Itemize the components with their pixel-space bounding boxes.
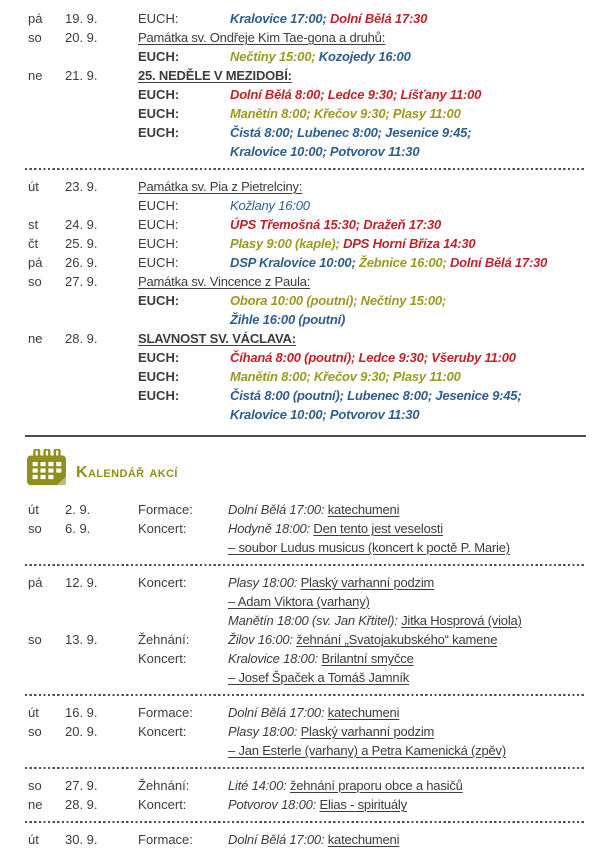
service-type-label: Formace:: [138, 832, 193, 847]
text-segment: Manětín 8:00; Křečov 9:30; Plasy 11:00: [230, 106, 461, 121]
service-type-label: EUCH:: [138, 11, 179, 26]
separator-dashed: [25, 767, 586, 769]
line-text: [230, 196, 310, 215]
schedule-line: [138, 722, 588, 741]
schedule-line: [138, 405, 588, 424]
row-content: [138, 234, 588, 253]
date-label: 27. 9.: [65, 778, 98, 793]
liturgy-row: [28, 177, 588, 215]
text-segment: žehnání „Svatojakubského“ kamene: [296, 632, 498, 647]
service-type-label: EUCH:: [138, 350, 180, 365]
events-calendar-section: [28, 500, 588, 849]
date-label: 28. 9.: [65, 797, 98, 812]
line-text: [138, 329, 296, 348]
service-type-label: Koncert:: [138, 521, 187, 536]
text-segment: ÚPS Třemošná 15:30; Dražeň 17:30: [230, 217, 442, 232]
day-abbr: ne: [28, 797, 43, 812]
date-label: 19. 9.: [65, 11, 98, 26]
text-segment: Číhaná 8:00 (poutní); Ledce 9:30; Všeruby 11:00: [230, 350, 516, 365]
date-label: 28. 9.: [65, 331, 98, 346]
date-label: 6. 9.: [65, 521, 91, 536]
text-segment: žehnání praporu obce a hasičů: [289, 778, 463, 793]
schedule-line: [138, 66, 588, 85]
date-label: 27. 9.: [65, 274, 98, 289]
text-segment: Žebnice 16:00;: [359, 255, 450, 270]
row-content: [138, 703, 588, 722]
event-row: [28, 573, 588, 630]
schedule-line: [138, 538, 588, 557]
text-segment: katechumeni: [327, 832, 400, 847]
schedule-line: [138, 142, 588, 161]
event-row: [28, 795, 588, 814]
schedule-line: [138, 500, 588, 519]
line-text: [228, 519, 443, 538]
row-content: [138, 573, 588, 630]
line-text: [138, 28, 385, 47]
text-segment: – Josef Špaček a Tomáš Jamník: [228, 670, 410, 685]
liturgy-row: [28, 234, 588, 253]
indent-spacer: [138, 611, 228, 630]
schedule-line: [138, 291, 588, 310]
text-segment: Žihle 16:00 (poutní): [230, 312, 346, 327]
schedule-line: [138, 177, 588, 196]
line-text: [228, 573, 434, 592]
schedule-line: [138, 592, 588, 611]
schedule-line: [138, 630, 588, 649]
event-row: [28, 630, 588, 687]
indent-spacer: [138, 592, 228, 611]
date-label: 20. 9.: [65, 30, 98, 45]
row-content: [138, 830, 588, 849]
service-type-label: Žehnání:: [138, 778, 190, 793]
day-abbr: ne: [28, 331, 43, 346]
schedule-line: [138, 703, 588, 722]
text-segment: Dolní Bělá 17:30: [329, 11, 428, 26]
line-text: [230, 85, 481, 104]
service-type-label: Formace:: [138, 502, 193, 517]
text-segment: Plasy 18:00:: [228, 724, 301, 739]
text-segment: DSP Kralovice 10:00;: [230, 255, 359, 270]
date-label: 23. 9.: [65, 179, 98, 194]
separator-dashed: [25, 168, 586, 170]
line-text: [228, 649, 414, 668]
day-abbr: so: [28, 724, 42, 739]
service-type-label: Koncert:: [138, 575, 187, 590]
schedule-line: [138, 28, 588, 47]
separator-dashed: [25, 821, 586, 823]
line-text: [228, 741, 506, 760]
day-abbr: út: [28, 179, 39, 194]
indent-spacer: [138, 668, 228, 687]
schedule-line: [138, 196, 588, 215]
text-segment: Plasy 18:00:: [228, 575, 301, 590]
separator-dashed: [25, 694, 586, 696]
day-abbr: so: [28, 30, 42, 45]
date-label: 16. 9.: [65, 705, 98, 720]
row-content: [138, 722, 588, 760]
event-row: [28, 519, 588, 557]
liturgy-row: [28, 9, 588, 28]
line-text: [230, 386, 521, 405]
schedule-line: [138, 776, 588, 795]
service-type-label: Koncert:: [138, 797, 187, 812]
text-segment: Kozojedy 16:00: [318, 49, 411, 64]
text-segment: SLAVNOST SV. VÁCLAVA:: [138, 331, 296, 346]
line-text: [228, 630, 497, 649]
date-label: 24. 9.: [65, 217, 98, 232]
schedule-line: [138, 348, 588, 367]
event-row: [28, 776, 588, 795]
text-segment: Dolní Bělá 17:00:: [228, 832, 328, 847]
text-segment: – Adam Viktora (varhany): [228, 594, 370, 609]
row-content: [138, 66, 588, 161]
line-text: [138, 272, 310, 291]
text-segment: katechumeni: [327, 502, 400, 517]
text-segment: – Jan Esterle (varhany) a Petra Kamenická (zpěv): [228, 743, 506, 758]
date-label: 12. 9.: [65, 575, 98, 590]
schedule-line: [138, 741, 588, 760]
service-type-label: Žehnání:: [138, 632, 190, 647]
schedule-line: [138, 272, 588, 291]
text-segment: Nečtiny 15:00;: [230, 49, 319, 64]
schedule-line: [138, 573, 588, 592]
liturgy-row: [28, 215, 588, 234]
schedule-line: [138, 795, 588, 814]
text-segment: Čistá 8:00; Lubenec 8:00; Jesenice 9:45;: [230, 125, 472, 140]
row-content: [138, 795, 588, 814]
service-type-label: Koncert:: [138, 651, 187, 666]
liturgy-schedule-section: [28, 9, 588, 424]
line-text: [230, 9, 427, 28]
row-content: [138, 215, 588, 234]
line-text: [230, 348, 516, 367]
schedule-line: [138, 329, 588, 348]
schedule-line: [138, 47, 588, 66]
text-segment: Čistá 8:00 (poutní); Lubenec 8:00; Jesenice 9:45;: [230, 388, 522, 403]
line-text: [230, 310, 345, 329]
event-row: [28, 722, 588, 760]
text-segment: Plasy 9:00 (kaple);: [230, 236, 344, 251]
liturgy-row: [28, 66, 588, 161]
line-text: [228, 538, 510, 557]
text-segment: Lité 14:00:: [228, 778, 290, 793]
date-label: 25. 9.: [65, 236, 98, 251]
schedule-line: [138, 367, 588, 386]
schedule-line: [138, 234, 588, 253]
schedule-line: [138, 649, 588, 668]
row-content: [138, 177, 588, 215]
schedule-line: [138, 611, 588, 630]
line-text: [228, 722, 434, 741]
text-segment: Památka sv. Pia z Pietrelciny:: [138, 179, 303, 194]
date-label: 20. 9.: [65, 724, 98, 739]
text-segment: Dolní Bělá 8:00; Ledce 9:30; Líšťany 11:00: [230, 87, 482, 102]
service-type-label: EUCH:: [138, 49, 180, 64]
liturgy-row: [28, 329, 588, 424]
service-type-label: EUCH:: [138, 388, 180, 403]
line-text: [230, 104, 461, 123]
separator-dashed: [25, 564, 586, 566]
text-segment: Jitka Hosprová (viola): [401, 613, 522, 628]
line-text: [230, 405, 419, 424]
event-row: [28, 703, 588, 722]
day-abbr: pá: [28, 575, 43, 590]
text-segment: Dolní Bělá 17:30: [449, 255, 548, 270]
line-text: [228, 776, 463, 795]
row-content: [138, 9, 588, 28]
service-type-label: EUCH:: [138, 217, 179, 232]
text-segment: Památka sv. Vincence z Paula:: [138, 274, 311, 289]
text-segment: Kožlany 16:00: [230, 198, 310, 213]
day-abbr: ne: [28, 68, 43, 83]
section-divider-line: [25, 435, 586, 437]
schedule-line: [138, 519, 588, 538]
date-label: 13. 9.: [65, 632, 98, 647]
liturgy-row: [28, 28, 588, 66]
line-text: [230, 47, 411, 66]
schedule-line: [138, 668, 588, 687]
schedule-line: [138, 9, 588, 28]
service-type-label: Koncert:: [138, 724, 187, 739]
row-content: [138, 500, 588, 519]
schedule-line: [138, 104, 588, 123]
events-section-title: Kalendář akcí: [76, 464, 178, 481]
text-segment: Manětín 18:00 (sv. Jan Křtitel):: [228, 613, 402, 628]
service-type-label: EUCH:: [138, 255, 179, 270]
text-segment: Dolní Bělá 17:00:: [228, 502, 328, 517]
text-segment: Plaský varhanní podzim: [300, 575, 435, 590]
liturgy-row: [28, 272, 588, 329]
text-segment: Plaský varhanní podzim: [300, 724, 435, 739]
line-text: [138, 177, 302, 196]
day-abbr: út: [28, 705, 39, 720]
line-text: [230, 253, 547, 272]
text-segment: Brilantní smyčce: [321, 651, 414, 666]
text-segment: Den tento jest veselosti: [313, 521, 443, 536]
line-text: [228, 668, 409, 687]
row-content: [138, 329, 588, 424]
line-text: [228, 703, 399, 722]
line-text: [138, 66, 292, 85]
line-text: [228, 592, 370, 611]
text-segment: – soubor Ludus musicus (koncert k poctě P. Marie): [228, 540, 510, 555]
schedule-line: [138, 253, 588, 272]
line-text: [228, 500, 399, 519]
service-type-label: EUCH:: [138, 125, 180, 140]
text-segment: Elias - spirituály: [319, 797, 407, 812]
text-segment: Hodyně 18:00:: [228, 521, 314, 536]
indent-spacer: [138, 142, 230, 161]
schedule-line: [138, 123, 588, 142]
service-type-label: EUCH:: [138, 236, 179, 251]
indent-spacer: [138, 310, 230, 329]
schedule-line: [138, 215, 588, 234]
date-label: 21. 9.: [65, 68, 98, 83]
row-content: [138, 272, 588, 329]
text-segment: Kralovice 10:00; Potvorov 11:30: [230, 407, 420, 422]
line-text: [230, 142, 419, 161]
day-abbr: so: [28, 521, 42, 536]
row-content: [138, 28, 588, 66]
day-abbr: so: [28, 778, 42, 793]
service-type-label: EUCH:: [138, 293, 180, 308]
text-segment: katechumeni: [327, 705, 400, 720]
date-label: 30. 9.: [65, 832, 98, 847]
event-row: [28, 500, 588, 519]
date-label: 2. 9.: [65, 502, 91, 517]
day-abbr: so: [28, 632, 42, 647]
text-segment: Manětín 8:00; Křečov 9:30; Plasy 11:00: [230, 369, 461, 384]
row-content: [138, 519, 588, 557]
line-text: [230, 367, 461, 386]
service-type-label: EUCH:: [138, 106, 180, 121]
schedule-line: [138, 830, 588, 849]
service-type-label: EUCH:: [138, 198, 179, 213]
text-segment: Obora 10:00 (poutní); Nečtiny 15:00;: [230, 293, 447, 308]
day-abbr: pá: [28, 255, 43, 270]
schedule-line: [138, 386, 588, 405]
row-content: [138, 776, 588, 795]
event-row: [28, 830, 588, 849]
indent-spacer: [138, 405, 230, 424]
line-text: [230, 234, 475, 253]
day-abbr: út: [28, 832, 39, 847]
service-type-label: EUCH:: [138, 87, 180, 102]
text-segment: Potvorov 18:00:: [228, 797, 320, 812]
text-segment: 25. NEDĚLE V MEZIDOBÍ:: [138, 68, 292, 83]
line-text: [228, 830, 399, 849]
line-text: [230, 215, 441, 234]
indent-spacer: [138, 741, 228, 760]
day-abbr: út: [28, 502, 39, 517]
service-type-label: Formace:: [138, 705, 193, 720]
line-text: [230, 123, 471, 142]
line-text: [230, 291, 446, 310]
day-abbr: so: [28, 274, 42, 289]
row-content: [138, 253, 588, 272]
schedule-line: [138, 85, 588, 104]
text-segment: DPS Horní Bříza 14:30: [343, 236, 476, 251]
line-text: [228, 611, 522, 630]
liturgy-row: [28, 253, 588, 272]
service-type-label: EUCH:: [138, 369, 180, 384]
indent-spacer: [138, 538, 228, 557]
row-content: [138, 630, 588, 687]
events-section-header: [26, 449, 588, 487]
calendar-icon: [26, 449, 67, 487]
text-segment: Kralovice 18:00:: [228, 651, 322, 666]
day-abbr: čt: [28, 236, 39, 251]
text-segment: Kralovice 17:00;: [230, 11, 330, 26]
text-segment: Dolní Bělá 17:00:: [228, 705, 328, 720]
text-segment: Žilov 16:00:: [228, 632, 297, 647]
day-abbr: st: [28, 217, 39, 232]
text-segment: Kralovice 10:00; Potvorov 11:30: [230, 144, 420, 159]
date-label: 26. 9.: [65, 255, 98, 270]
line-text: [228, 795, 407, 814]
text-segment: Památka sv. Ondřeje Kim Tae-gona a druhů:: [138, 30, 386, 45]
schedule-line: [138, 310, 588, 329]
day-abbr: pá: [28, 11, 43, 26]
